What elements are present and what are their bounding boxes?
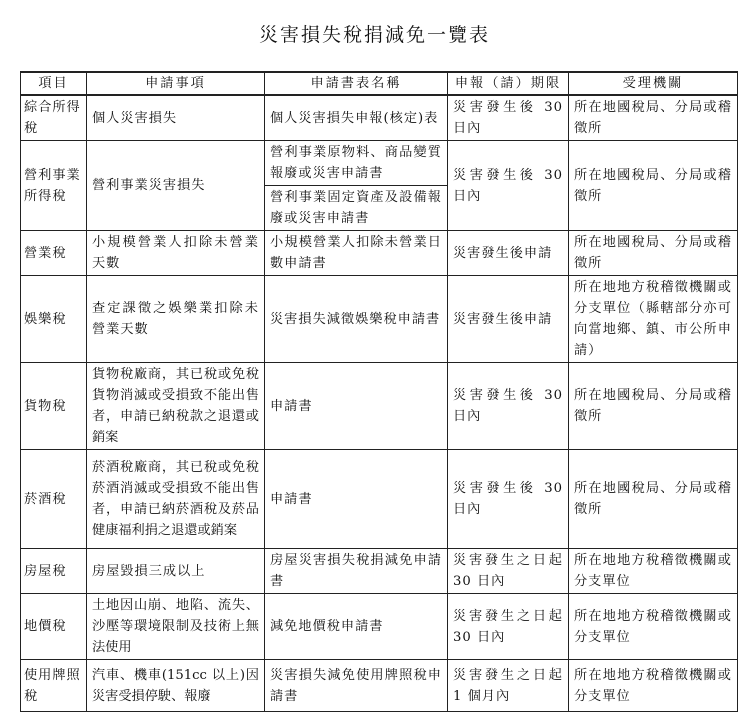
document-title: 災害損失稅捐減免一覽表 — [258, 24, 490, 46]
form-cell: 申請書 — [265, 450, 448, 549]
deadline-cell: 災害發生之日起 30 日內 — [448, 594, 569, 660]
deadline-cell: 災害發生後 30 日內 — [448, 363, 569, 450]
header-item: 項目 — [21, 72, 87, 95]
agency-cell: 所在地國稅局、分局或稽徵所 — [569, 141, 738, 231]
tax-name-cell: 綜合所得稅 — [21, 95, 87, 141]
table-row — [21, 141, 738, 186]
agency-cell: 所在地地方稅稽徵機關或分支單位 — [569, 549, 738, 594]
header-form: 申請書表名稱 — [265, 72, 448, 95]
form-cell: 申請書 — [265, 363, 448, 450]
tax-name-cell: 營利事業所得稅 — [21, 141, 87, 231]
tax-name-cell: 營業稅 — [21, 231, 87, 276]
form-cell: 小規模營業人扣除未營業日數申請書 — [265, 231, 448, 276]
tax-relief-table — [20, 71, 738, 712]
table-row — [21, 276, 738, 363]
matter-cell: 小規模營業人扣除未營業天數 — [87, 231, 265, 276]
agency-cell: 所在地國稅局、分局或稽徵所 — [569, 95, 738, 141]
agency-cell: 所在地國稅局、分局或稽徵所 — [569, 231, 738, 276]
deadline-cell: 災害發生後申請 — [448, 231, 569, 276]
table-row — [21, 231, 738, 276]
header-matter: 申請事項 — [87, 72, 265, 95]
tax-name-cell: 使用牌照稅 — [21, 660, 87, 712]
deadline-cell: 災害發生後 30 日內 — [448, 95, 569, 141]
matter-cell: 房屋毀損三成以上 — [87, 549, 265, 594]
matter-cell: 營利事業災害損失 — [87, 141, 265, 231]
deadline-cell: 災害發生後 30 日內 — [448, 450, 569, 549]
table-row — [21, 594, 738, 660]
table-row — [21, 549, 738, 594]
table-row — [21, 95, 738, 141]
tax-name-cell: 房屋稅 — [21, 549, 87, 594]
deadline-cell: 災害發生之日起 1 個月內 — [448, 660, 569, 712]
agency-cell: 所在地國稅局、分局或稽徵所 — [569, 363, 738, 450]
table-row — [21, 450, 738, 549]
agency-cell: 所在地地方稅稽徵機關或分支單位 — [569, 660, 738, 712]
agency-cell: 所在地地方稅稽徵機關或分支單位 — [569, 594, 738, 660]
matter-cell: 個人災害損失 — [87, 95, 265, 141]
matter-cell: 貨物稅廠商，其已稅或免稅貨物消滅或受損致不能出售者，申請已納稅款之退還或銷案 — [87, 363, 265, 450]
header-deadline: 申報（請）期限 — [448, 72, 569, 95]
form-cell: 災害損失減徵娛樂稅申請書 — [265, 276, 448, 363]
matter-cell: 菸酒稅廠商，其已稅或免稅菸酒消滅或受損致不能出售者，申請已納菸酒稅及菸品健康福利捐之退還或銷案 — [87, 450, 265, 549]
form-cell: 營利事業原物料、商品變質報廢或災害申請書 — [265, 141, 448, 186]
form-cell: 營利事業固定資產及設備報廢或災害申請書 — [265, 186, 448, 231]
matter-cell: 土地因山崩、地陷、流失、沙壓等環境限制及技術上無法使用 — [87, 594, 265, 660]
table-row — [21, 363, 738, 450]
tax-name-cell: 地價稅 — [21, 594, 87, 660]
deadline-cell: 災害發生後 30 日內 — [448, 141, 569, 231]
tax-name-cell: 娛樂稅 — [21, 276, 87, 363]
deadline-cell: 災害發生後申請 — [448, 276, 569, 363]
agency-cell: 所在地地方稅稽徵機關或分支單位（縣轄部分亦可向當地鄉、鎮、市公所申請） — [569, 276, 738, 363]
table-header-row — [21, 72, 738, 95]
form-cell: 個人災害損失申報(核定)表 — [265, 95, 448, 141]
tax-name-cell: 貨物稅 — [21, 363, 87, 450]
tax-name-cell: 菸酒稅 — [21, 450, 87, 549]
table-row — [21, 660, 738, 712]
form-cell: 災害損失減免使用牌照稅申請書 — [265, 660, 448, 712]
header-agency: 受理機關 — [569, 72, 738, 95]
deadline-cell: 災害發生之日起 30 日內 — [448, 549, 569, 594]
form-cell: 減免地價稅申請書 — [265, 594, 448, 660]
matter-cell: 查定課徵之娛樂業扣除未營業天數 — [87, 276, 265, 363]
matter-cell: 汽車、機車(151cc 以上)因災害受損停駛、報廢 — [87, 660, 265, 712]
agency-cell: 所在地國稅局、分局或稽徵所 — [569, 450, 738, 549]
form-cell: 房屋災害損失稅捐減免申請書 — [265, 549, 448, 594]
